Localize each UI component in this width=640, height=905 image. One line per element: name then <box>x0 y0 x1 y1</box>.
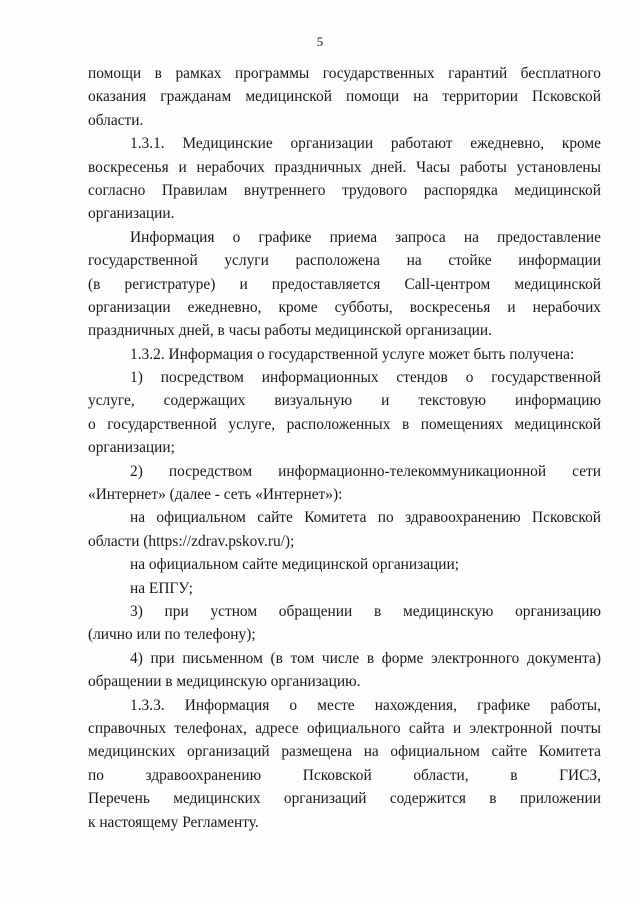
text-line: согласно Правилам внутреннего трудового распорядка медицинской <box>88 181 601 199</box>
text-line: «Интернет» (далее - сеть «Интернет»): <box>88 486 343 504</box>
text-line: (в регистратуре) и предоставляется Call-центром медицинской <box>88 275 601 293</box>
text-line: организации ежедневно, кроме субботы, воскресенья и нерабочих <box>88 298 601 316</box>
text-line: оказания гражданам медицинской помощи на территории Псковской <box>88 88 601 106</box>
text-line: 3) при устном обращении в медицинскую организацию <box>130 602 601 620</box>
text-line: Информация о графике приема запроса на предоставление <box>130 228 601 246</box>
text-line: организации. <box>88 205 175 223</box>
text-line: 4) при письменном (в том числе в форме электронного документа) <box>130 649 601 667</box>
text-line: 1.3.3. Информация о месте нахождения, графике работы, <box>130 696 601 714</box>
text-line: 1.3.1. Медицинские организации работают ежедневно, кроме <box>130 135 601 153</box>
text-line: медицинских организаций размещена на официальном сайте Комитета <box>88 743 601 761</box>
text-line: к настоящему Регламенту. <box>88 813 259 831</box>
text-line: Перечень медицинских организаций содержится в приложении <box>88 790 601 808</box>
text-line: государственной услуги расположена на стойке информации <box>88 252 601 270</box>
text-line: организации; <box>88 439 175 457</box>
text-line: по здравоохранению Псковской области, в ГИСЗ, <box>88 766 601 784</box>
text-line: помощи в рамках программы государственных гарантий бесплатного <box>88 65 601 82</box>
text-line: воскресенья и нерабочих праздничных дней. Часы работы установлены <box>88 158 601 176</box>
text-line: на официальном сайте медицинской организации; <box>130 556 460 574</box>
text-line: о государственной услуге, расположенных в помещениях медицинской <box>88 415 601 433</box>
text-line: праздничных дней, в часы работы медицинской организации. <box>88 322 492 340</box>
text-line: справочных телефонах, адресе официального сайта и электронной почты <box>88 719 601 737</box>
text-line: услуге, содержащих визуальную и текстовую информацию <box>88 392 601 410</box>
page-number: 5 <box>316 34 324 49</box>
text-line: 1) посредством информационных стендов о государственной <box>130 369 601 387</box>
text-line: на официальном сайте Комитета по здравоохранению Псковской <box>130 509 601 527</box>
text-line: обращении в медицинскую организацию. <box>88 673 361 691</box>
text-line: на ЕПГУ; <box>130 579 193 597</box>
document-body <box>88 62 601 834</box>
text-line: 1.3.2. Информация о государственной услуге может быть получена: <box>130 345 575 363</box>
text-line: 2) посредством информационно-телекоммуникационной сети <box>130 462 601 480</box>
text-line: области. <box>88 111 144 129</box>
text-line: (лично или по телефону); <box>88 626 256 644</box>
text-line: области (https://zdrav.pskov.ru/); <box>88 532 295 550</box>
